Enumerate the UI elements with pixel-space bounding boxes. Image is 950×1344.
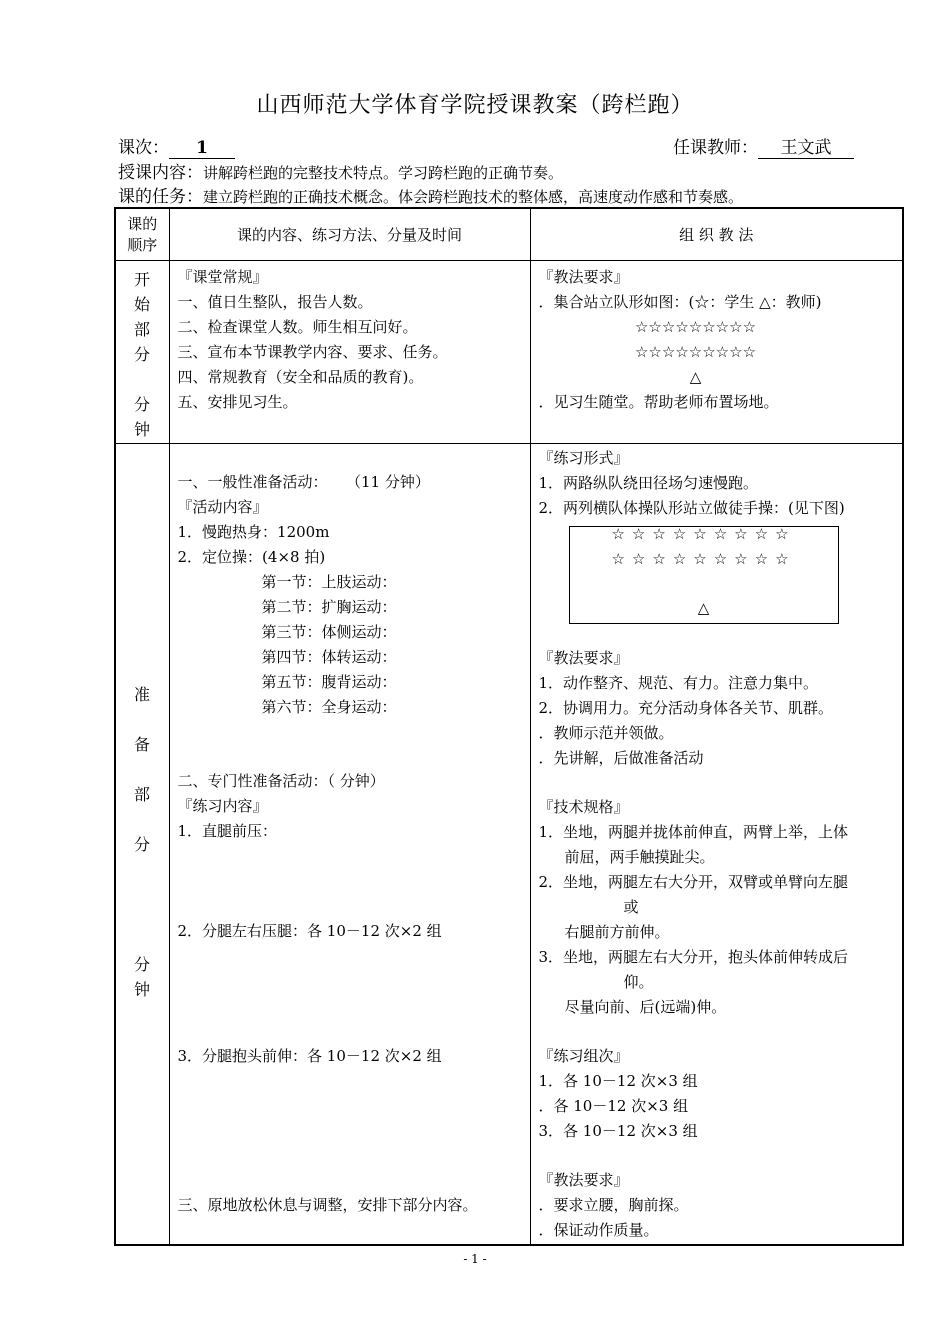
method-line: 『技术规格』 (538, 797, 629, 816)
order-char: 分 (133, 394, 150, 414)
content-line: 『活动内容』 (177, 497, 268, 516)
general-prep-time: （11 分钟） (353, 472, 430, 491)
lesson-number-row (118, 133, 235, 159)
page-title: 山西师范大学体育学院授课教案（跨栏跑） (256, 93, 694, 118)
exercise-section: 第五节：腹背运动： (261, 672, 397, 691)
content-header: 课的内容、练习方法、分量及时间 (169, 208, 530, 260)
method-line: 『教法要求』 (538, 1170, 629, 1189)
method-line: 1．两路纵队绕田径场匀速慢跑。 (538, 473, 759, 492)
method-line: 1．各 10－12 次×3 组 (538, 1071, 698, 1090)
opening-content-cell (169, 260, 530, 443)
formation-diagram (569, 526, 839, 624)
method-line: 3．各 10－12 次×3 组 (538, 1121, 698, 1140)
opening-order-cell (115, 260, 169, 443)
order-char: 分 (133, 954, 150, 974)
method-line: ．见习生随堂。帮助老师布置场地。 (538, 392, 779, 411)
exercise-section: 第二节：扩胸运动： (261, 597, 397, 616)
teacher-name: 王文武 (758, 133, 854, 159)
method-line: ．保证动作质量。 (538, 1220, 659, 1239)
content-line: 五、安排见习生。 (177, 392, 298, 411)
method-line: 1．动作整齐、规范、有力。注意力集中。 (538, 673, 819, 692)
method-line: 或 (623, 897, 639, 916)
method-line: 1．坐地，两腿并拢体前伸直，两臂上举，上体 (538, 822, 849, 841)
exercise-section: 第六节：全身运动： (261, 697, 397, 716)
prep-order-cell (115, 443, 169, 1245)
teacher-row (673, 133, 854, 159)
general-prep-label: 一、一般性准备活动： (177, 472, 328, 491)
preparation-section-row (115, 443, 903, 1245)
content-line: 『练习内容』 (177, 796, 268, 815)
lesson-plan-table (114, 207, 904, 1246)
content-row (118, 158, 563, 183)
method-header: 组 织 教 法 (530, 208, 903, 260)
order-header-line1: 课的 (127, 215, 158, 234)
teacher-triangle: △ (689, 367, 702, 386)
content-line: 2．定位操：(4×8 拍) (177, 547, 326, 566)
teacher-label: 任课教师： (673, 138, 758, 158)
page-number: - 1 - (463, 1252, 487, 1266)
order-char: 钟 (133, 979, 150, 999)
exercise-section: 第一节：上肢运动： (261, 572, 397, 591)
student-stars: ☆☆☆☆☆☆☆☆☆ (634, 317, 757, 336)
order-header (115, 208, 169, 260)
content-line: 二、检查课堂人数。师生相互问好。 (177, 317, 418, 336)
teacher-triangle: △ (697, 598, 710, 617)
content-text: 讲解跨栏跑的完整技术特点。学习跨栏跑的正确节奏。 (203, 164, 564, 182)
method-line: 2．两列横队体操队形站立做徒手操：(见下图) (538, 498, 845, 517)
student-stars: ☆☆☆☆☆☆☆☆☆ (611, 549, 796, 568)
method-line: ．各 10－12 次×3 组 (538, 1096, 689, 1115)
method-line: ．要求立腰，胸前探。 (538, 1195, 689, 1214)
order-char: 备 (133, 734, 150, 754)
content-line: 1．直腿前压： (177, 821, 278, 840)
task-label: 课的任务： (118, 187, 203, 207)
order-char: 开 (133, 269, 150, 289)
order-char: 准 (133, 684, 150, 704)
method-line: 2．协调用力。充分活动身体各关节、肌群。 (538, 698, 834, 717)
student-stars: ☆☆☆☆☆☆☆☆☆ (634, 342, 757, 361)
exercise-section: 第四节：体转运动： (261, 647, 397, 666)
method-line: 『教法要求』 (538, 648, 629, 667)
method-line: 『练习组次』 (538, 1046, 629, 1065)
opening-section-row (115, 260, 903, 443)
order-char: 部 (133, 784, 150, 804)
opening-method-cell (530, 260, 903, 443)
order-char: 分 (133, 834, 150, 854)
method-line: 尽量向前、后(远端)伸。 (564, 997, 727, 1016)
method-line: ．集合站立队形如图：(☆：学生 △：教师) (538, 292, 822, 311)
method-line: 仰。 (623, 972, 654, 991)
order-char: 部 (133, 319, 150, 339)
content-line: 一、值日生整队，报告人数。 (177, 292, 373, 311)
method-line: 3．坐地，两腿左右大分开，抱头体前伸转成后 (538, 947, 849, 966)
content-line: 三、宣布本节课教学内容、要求、任务。 (177, 342, 448, 361)
content-line: 『课堂常规』 (177, 267, 268, 286)
table-header-row (115, 208, 903, 260)
general-prep-heading (178, 470, 430, 495)
prep-method-cell (530, 443, 903, 1245)
content-line: 3．分腿抱头前伸：各 10－12 次×2 组 (177, 1046, 442, 1065)
content-line: 二、专门性准备活动：（ 分钟） (177, 771, 385, 790)
method-line: 前屈，两手触摸趾尖。 (564, 847, 715, 866)
order-char: 始 (133, 294, 150, 314)
student-stars: ☆☆☆☆☆☆☆☆☆ (611, 524, 796, 543)
order-header-line2: 顺序 (127, 236, 158, 255)
lesson-label: 课次： (118, 138, 169, 158)
content-line: 1．慢跑热身：1200m (177, 522, 330, 541)
method-line: 『练习形式』 (538, 448, 629, 467)
method-line: ．先讲解，后做准备活动 (538, 748, 704, 767)
content-label: 授课内容： (118, 163, 203, 183)
order-char: 分 (133, 344, 150, 364)
task-text: 建立跨栏跑的正确技术概念。体会跨栏跑技术的整体感，高速度动作感和节奏感。 (203, 188, 744, 206)
content-line: 四、常规教育（安全和品质的教育)。 (177, 367, 424, 386)
content-line: 2．分腿左右压腿：各 10－12 次×2 组 (177, 921, 442, 940)
task-row (118, 182, 743, 207)
method-line: 2．坐地，两腿左右大分开，双臂或单臂向左腿 (538, 872, 849, 891)
exercise-section: 第三节：体侧运动： (261, 622, 397, 641)
lesson-number: 1 (169, 138, 235, 159)
order-char: 钟 (133, 419, 150, 439)
method-line: 右腿前方前伸。 (564, 922, 670, 941)
method-line: ．教师示范并领做。 (538, 723, 674, 742)
content-line: 三、原地放松休息与调整，安排下部分内容。 (177, 1195, 478, 1214)
prep-content-cell (169, 443, 530, 1245)
method-line: 『教法要求』 (538, 267, 629, 286)
